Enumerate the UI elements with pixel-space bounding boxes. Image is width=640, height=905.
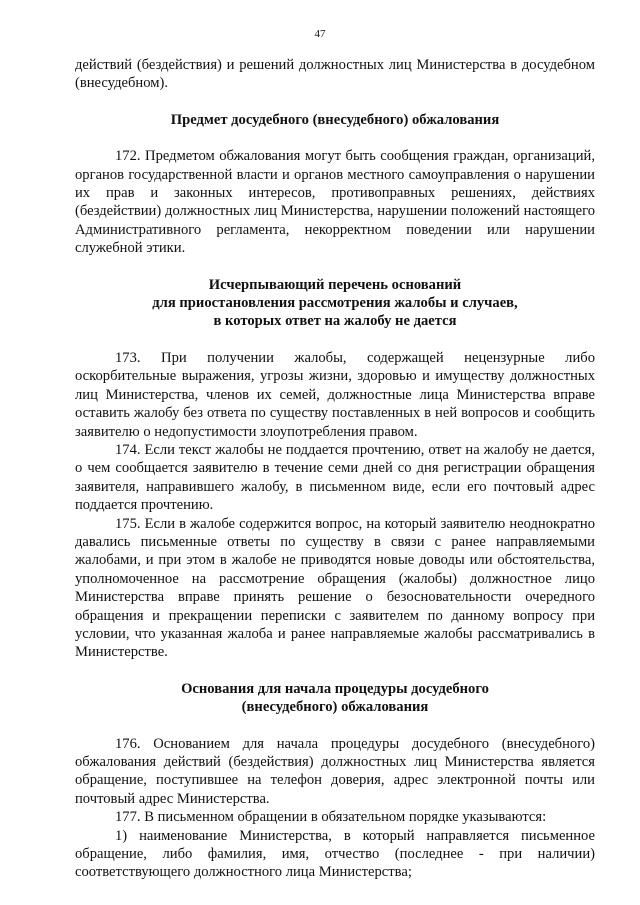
intro-line: действий (бездействия) и решений должностных лиц Министерства в — [75, 57, 522, 73]
paragraph-172: 172. Предметом обжалования могут быть сообщения граждан, организаций, органов государственной власти и органов местного самоуправления о нарушении их прав и законных интересов, противоправных решениях, действиях (бездействии) должностных лиц Министерства, нарушении положений настоящего Административного регламента, некорректном поведении или нарушении служебной этики. — [75, 148, 595, 257]
heading-line: для приостановления рассмотрения жалобы и случаев, — [152, 295, 518, 312]
intro-paragraph — [75, 56, 595, 93]
paragraph-174: 174. Если текст жалобы не поддается прочтению, ответ на жалобу не дается, о чем сообщается заявителю в течение семи дней со дня регистрации обращения заявителя, направившего жалобу, в письменном виде, если его почтовый адрес поддается прочтению. — [75, 441, 595, 514]
document-body — [75, 56, 595, 882]
paragraph-175: 175. Если в жалобе содержится вопрос, на который заявителю неоднократно давались письменные ответы по существу в связи с ранее направляемыми жалобами, и при этом в жалобе не приводятся новые доводы или обстоятельства, уполномоченное на рассмотрение обращения (жалобы) должностное лицо Министерства вправе принять решение о безосновательности очередного обращения и прекращении переписки с заявителем по данному вопросу при условии, что указанная жалоба и ранее направляемые жалобы рассматривались в Министерстве. — [75, 515, 595, 661]
page-number: 47 — [314, 28, 326, 40]
heading-line: Предмет досудебного (внесудебного) обжалования — [170, 111, 500, 128]
paragraph-173: 173. При получении жалобы, содержащей нецензурные либо оскорбительные выражения, угрозы жизни, здоровью и имуществу должностных лиц Министерства, членов их семей, должностные лица Министерства вправе оставить жалобу без ответа по существу поставленных в ней вопросов и сообщить заявителю о недопустимости злоупотребления правом. — [75, 349, 595, 440]
section-heading — [75, 111, 595, 129]
section-heading — [75, 276, 595, 331]
paragraph-177-item-1: 1) наименование Министерства, в который направляется письменное обращение, либо фамилия, имя, отчество (последнее - при наличии) соответствующего должностного лица Министерства; — [75, 827, 595, 881]
heading-line: Основания для начала процедуры досудебного — [181, 680, 489, 697]
section-heading — [75, 680, 595, 717]
heading-line: Исчерпывающий перечень оснований — [208, 276, 462, 293]
paragraph-177: 177. В письменном обращении в обязательном порядке указываются: — [115, 809, 547, 826]
intro-line: досудебном (внесудебном). — [75, 57, 595, 92]
heading-line: в которых ответ на жалобу не дается — [213, 313, 457, 330]
heading-line: (внесудебного) обжалования — [241, 699, 429, 716]
paragraph-176: 176. Основанием для начала процедуры досудебного (внесудебного) обжалования действий (бездействия) должностных лиц Министерства является обращение, поступившее на телефон доверия, адрес электронной почты или почтовый адрес Министерства. — [75, 735, 595, 807]
